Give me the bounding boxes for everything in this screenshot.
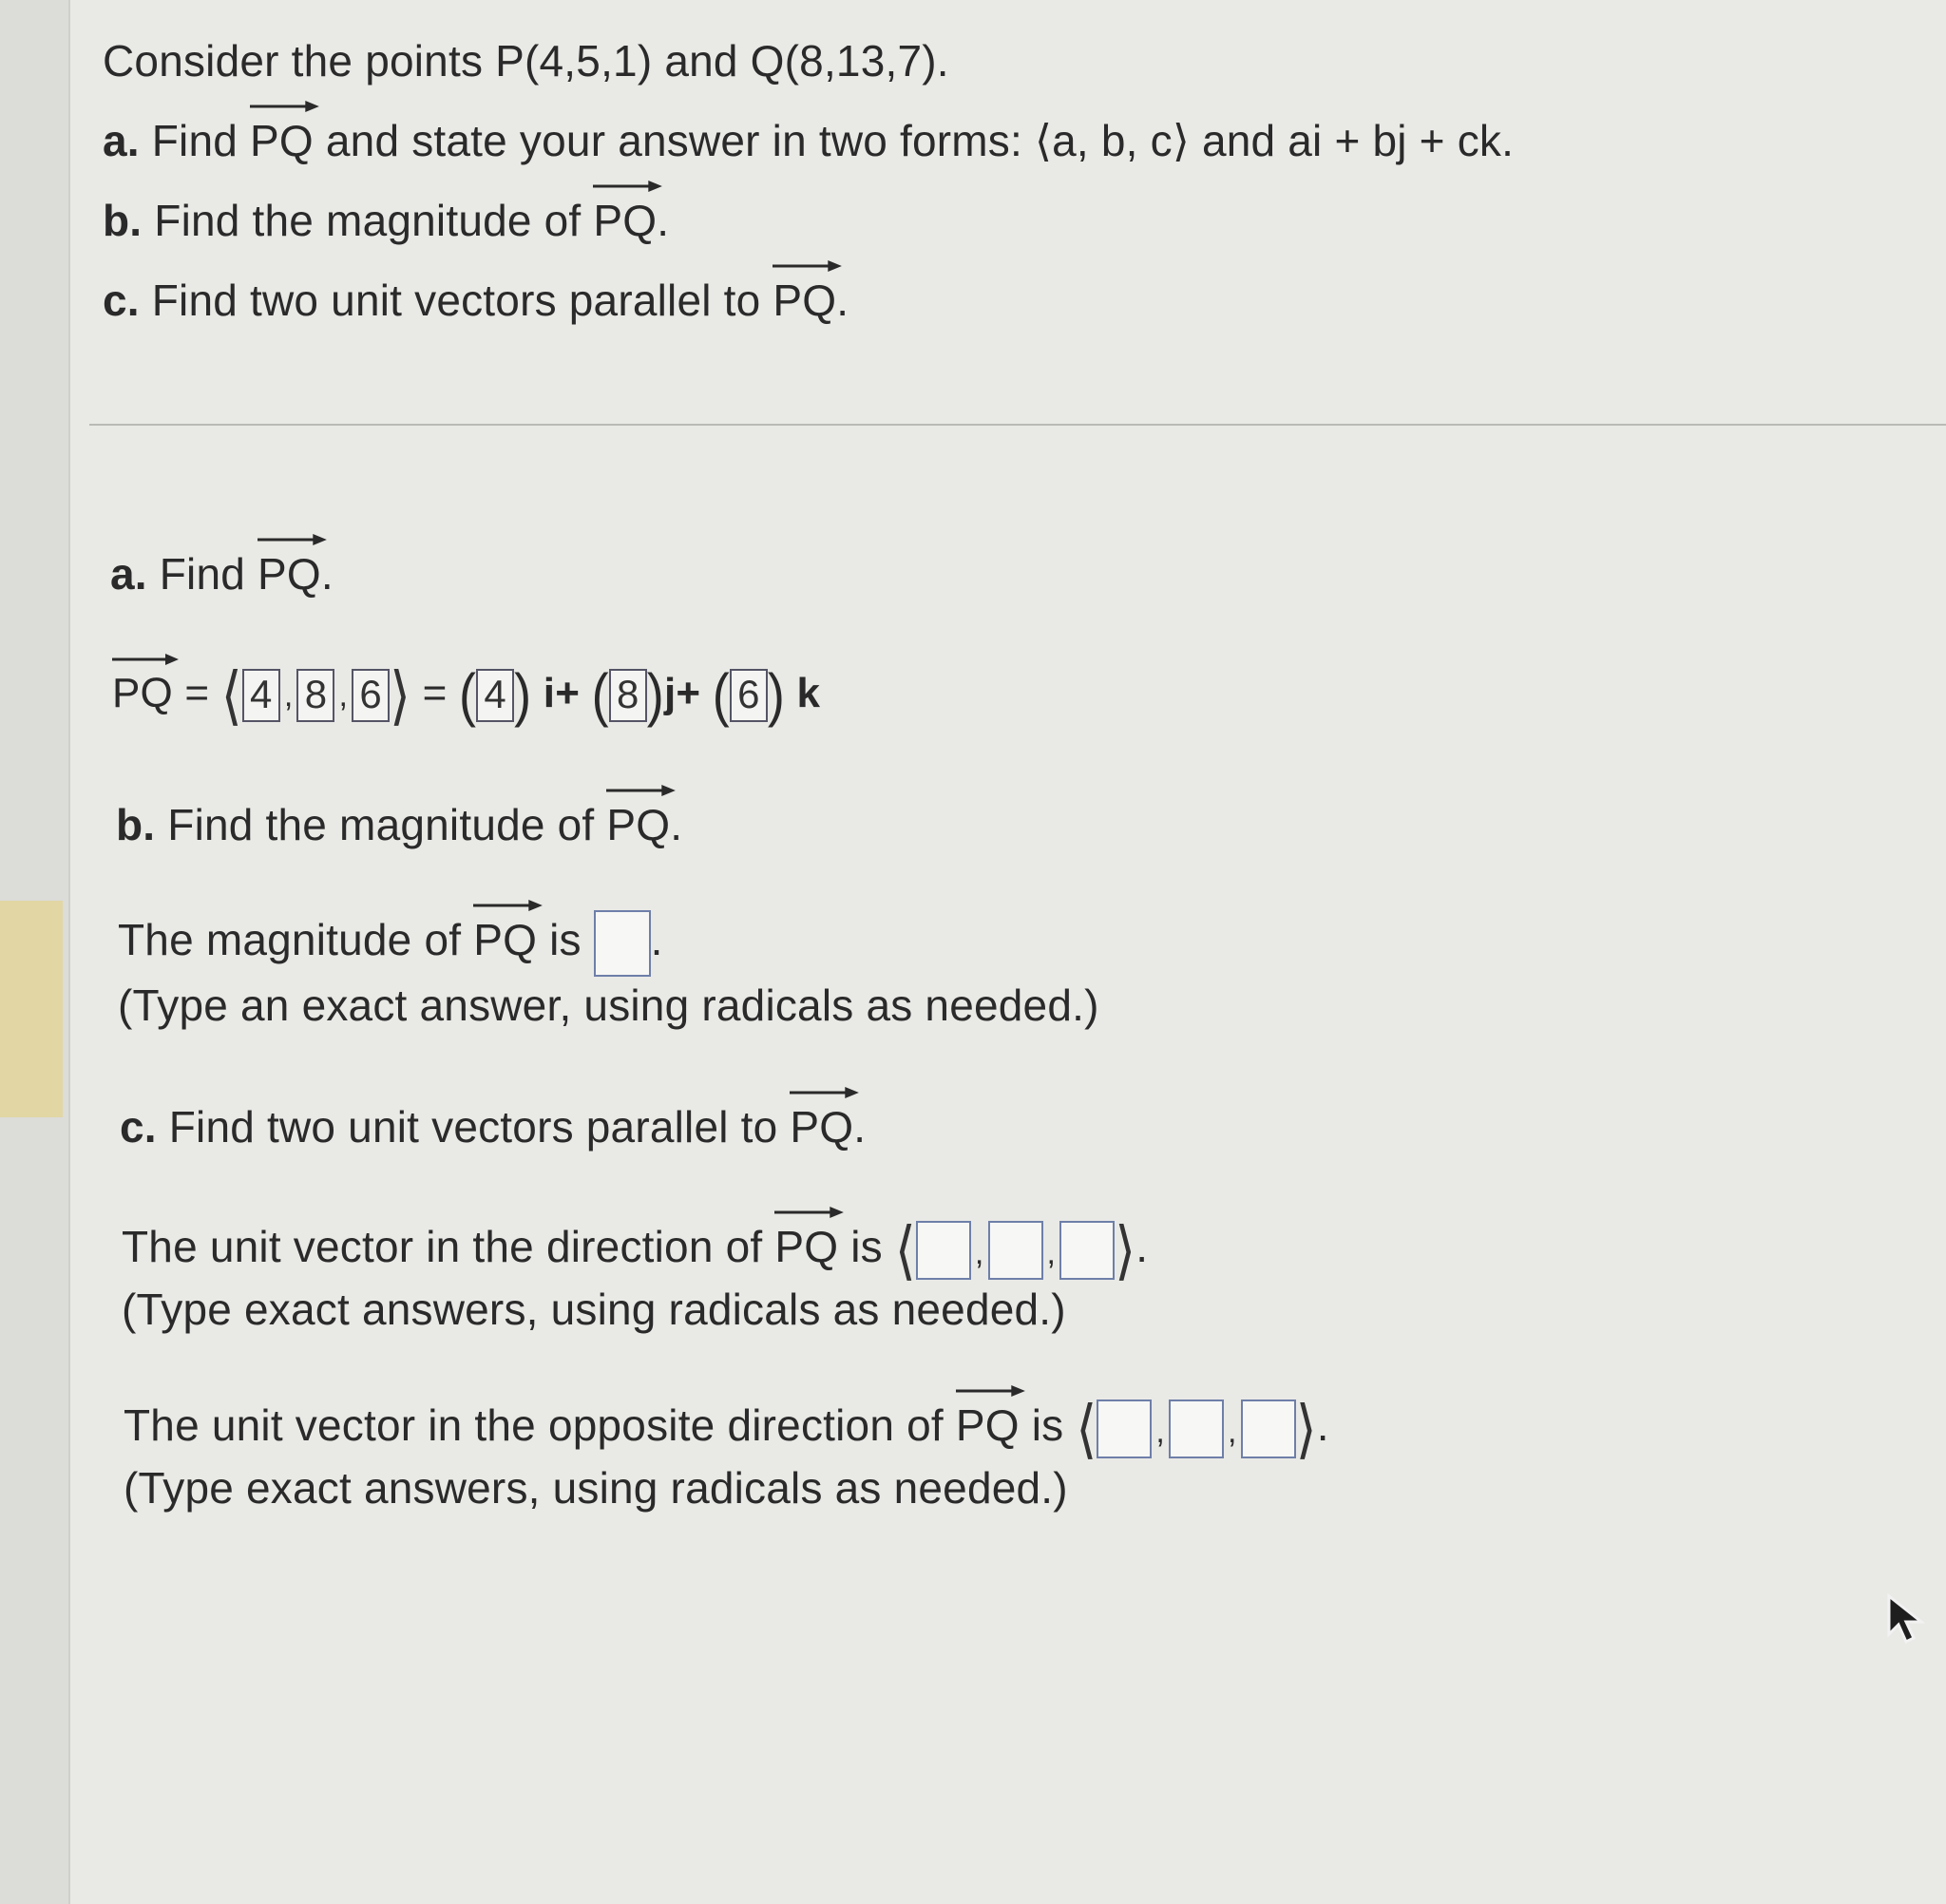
problem-a-forms: ⟨a, b, c⟩ and ai + bj + ck. <box>1034 116 1515 165</box>
unit-vector-opposite-z-input[interactable] <box>1241 1399 1296 1458</box>
pq-z-input[interactable]: 6 <box>352 669 390 722</box>
vector-pq: PQ <box>790 1100 853 1153</box>
problem-c-text: Find two unit vectors parallel to <box>151 276 761 325</box>
pq-y-input[interactable]: 8 <box>296 669 334 722</box>
unit-vector-opposite-y-input[interactable] <box>1169 1399 1224 1458</box>
pq-i-coefficient-input[interactable]: 4 <box>476 669 514 722</box>
part-c-heading-text: Find two unit vectors parallel to <box>168 1102 778 1152</box>
part-c-heading: c. Find two unit vectors parallel to PQ. <box>120 1100 866 1153</box>
unit-vector-same-row: The unit vector in the direction of PQ is ⟨ , , ⟩. <box>122 1220 1148 1280</box>
problem-intro-text: Consider the points P(4,5,1) and Q(8,13,7). <box>103 36 949 86</box>
unit-vector-same-label: The unit vector in the direction of <box>122 1222 763 1271</box>
vector-pq: PQ <box>774 1220 838 1273</box>
section-divider <box>89 424 1946 426</box>
mouse-pointer-icon <box>1885 1592 1927 1646</box>
pq-x-input[interactable]: 4 <box>242 669 280 722</box>
part-b-heading: b. Find the magnitude of PQ. <box>116 798 682 851</box>
problem-a-suffix: and state your answer in two forms: <box>325 116 1022 165</box>
pq-k-coefficient-input[interactable]: 6 <box>730 669 768 722</box>
vector-pq: PQ <box>473 913 537 966</box>
part-a-heading: a. Find PQ. <box>110 547 334 600</box>
unit-vector-same-hint: (Type exact answers, using radicals as needed.) <box>122 1285 1066 1334</box>
question-highlight-marker <box>0 901 63 1117</box>
problem-intro <box>103 34 949 87</box>
unit-vector-opposite-label: The unit vector in the opposite direction of <box>124 1400 944 1450</box>
unit-vector-same-x-input[interactable] <box>916 1221 971 1280</box>
problem-part-b: b. Find the magnitude of PQ. <box>103 194 669 247</box>
unit-vector-opposite-row: The unit vector in the opposite direction of PQ is ⟨ , , ⟩. <box>124 1399 1329 1458</box>
unit-vector-opposite-hint: (Type exact answers, using radicals as needed.) <box>124 1463 1068 1513</box>
unit-vector-opposite-x-input[interactable] <box>1097 1399 1152 1458</box>
vector-pq: PQ <box>773 274 836 327</box>
problem-part-a: a. Find PQ and state your answer in two forms: ⟨a, b, c⟩ and ai + bj + ck. <box>103 114 1514 167</box>
problem-a-text: Find <box>151 116 238 165</box>
problem-b-text: Find the magnitude of <box>154 196 582 245</box>
part-b-answer-row: The magnitude of PQ is . <box>118 910 663 977</box>
magnitude-label: The magnitude of <box>118 915 462 965</box>
vector-pq: PQ <box>606 798 670 851</box>
part-a-answer-row: PQ = ⟨ 4 , 8 , 6 ⟩ = ( 4 ) i+ ( 8 )j+ ( 6 ) k <box>112 667 820 722</box>
problem-part-c: c. Find two unit vectors parallel to PQ. <box>103 274 849 327</box>
magnitude-input[interactable] <box>594 910 651 977</box>
part-b-hint: (Type an exact answer, using radicals as needed.) <box>118 981 1099 1030</box>
vector-pq: PQ <box>112 667 173 720</box>
vector-pq: PQ <box>258 547 321 600</box>
vector-pq: PQ <box>593 194 657 247</box>
pq-j-coefficient-input[interactable]: 8 <box>609 669 647 722</box>
vector-pq: PQ <box>956 1399 1020 1452</box>
unit-vector-same-y-input[interactable] <box>988 1221 1043 1280</box>
part-a-heading-text: Find <box>159 549 246 599</box>
unit-vector-same-z-input[interactable] <box>1059 1221 1115 1280</box>
vector-pq: PQ <box>250 114 314 167</box>
part-b-heading-text: Find the magnitude of <box>167 800 595 849</box>
